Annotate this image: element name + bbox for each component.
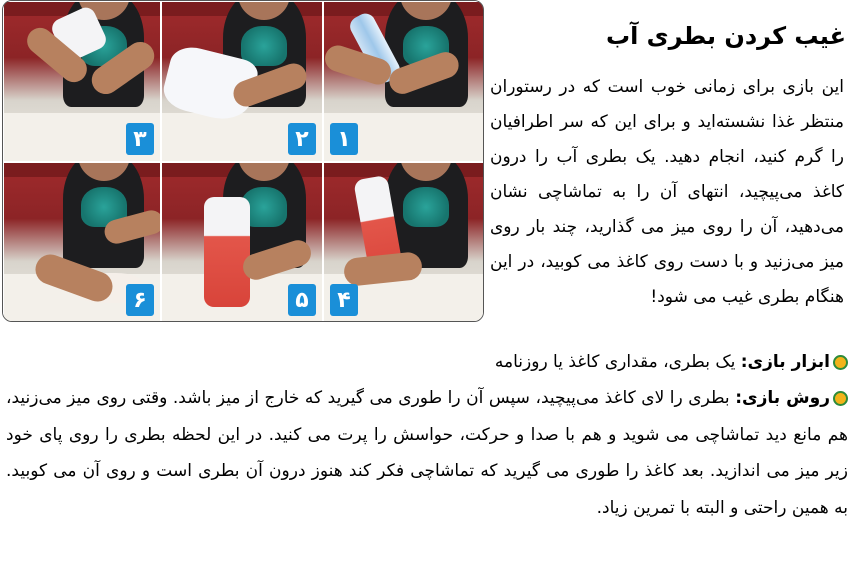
method-text: بطری را لای کاغذ می‌پیچید، سپس آن را طوری می گیرید که خارج از میز باشد. وقتی روی میز می‌زنید، هم مانع دید تماشاچی می شوید و هم با صدا و حرکت، حواسش را پرت می کنید. در این لحظه بطری را روی پای خود زیر میز می اندازید. بعد کاغذ را طوری می گیرید که تماشاچی فکر کند هنوز درون آن بطری است و روی آن می کوبید. به همین راحتی و البته با تمرین زیاد. bbox=[6, 388, 848, 518]
method-paragraph bbox=[6, 380, 848, 526]
step-badge-5: ۵ bbox=[288, 284, 316, 316]
tools-line bbox=[8, 344, 848, 380]
wrapped-bottle-image bbox=[204, 197, 250, 307]
tools-label: ابزار بازی: bbox=[740, 352, 830, 372]
photo-step-6 bbox=[3, 162, 161, 322]
intro-paragraph: این بازی برای زمانی خوب است که در رستوران منتظر غذا نشسته‌اید و برای این که سر اطرافیان را گرم کنید، انجام دهید. یک بطری آب را درون کاغذ می‌پیچید، انتهای آن را به تماشاچی نشان می‌دهید، آن را روی میز می‌ گذارید، چند بار روی میز می‌زنید و با دست روی کاغذ می کوبید، در این هنگام بطری غیب می شود! bbox=[490, 77, 844, 307]
method-label: روش بازی: bbox=[735, 388, 830, 408]
photo-step-5 bbox=[161, 162, 323, 322]
step-badge-2: ۲ bbox=[288, 123, 316, 155]
photo-grid bbox=[2, 0, 484, 322]
bullet-icon bbox=[833, 355, 848, 370]
bullet-icon bbox=[833, 391, 848, 406]
photo-step-2 bbox=[161, 1, 323, 162]
step-badge-1: ۱ bbox=[330, 123, 358, 155]
photo-step-4 bbox=[323, 162, 484, 322]
step-badge-3: ۳ bbox=[126, 123, 154, 155]
article-title: غیب کردن بطری آب bbox=[605, 22, 846, 50]
photo-step-3 bbox=[3, 1, 161, 162]
photo-step-1 bbox=[323, 1, 484, 162]
tools-text: یک بطری، مقداری کاغذ یا روزنامه bbox=[494, 352, 741, 372]
step-badge-4: ۴ bbox=[330, 284, 358, 316]
step-badge-6: ۶ bbox=[126, 284, 154, 316]
